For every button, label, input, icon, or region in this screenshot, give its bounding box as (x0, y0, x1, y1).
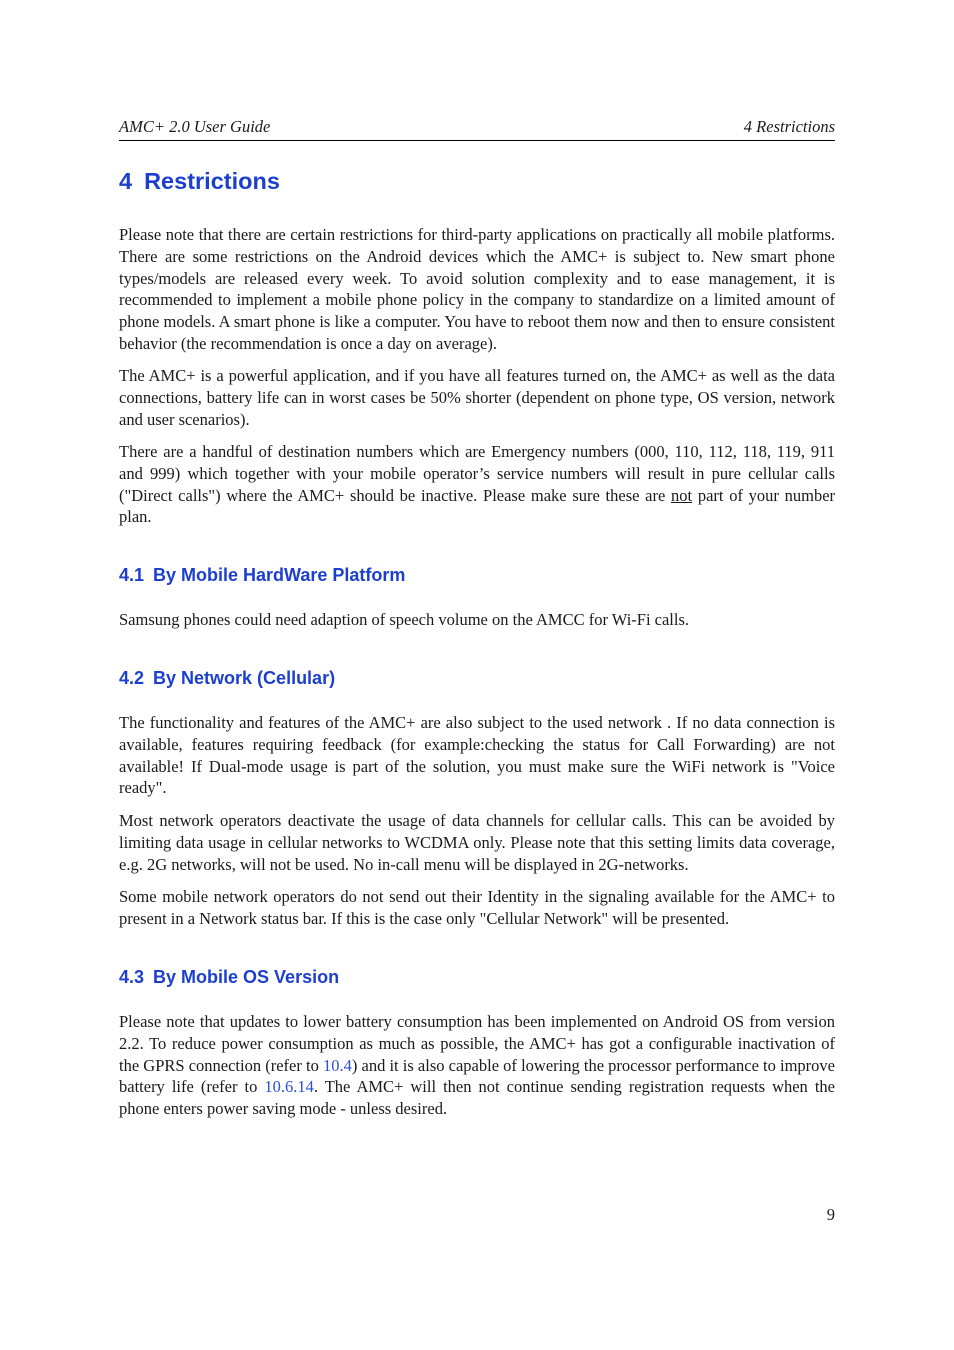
subsection-heading-4-1: 4.1 By Mobile HardWare Platform (119, 565, 406, 585)
section-heading (119, 166, 280, 196)
paragraph-operator-identity: Some mobile network operators do not send out their Identity in the signaling available for the AMC+ to present in a Network status bar. If this is the case only "Cellular Network" will be presented. (119, 887, 835, 928)
section-number: 4 (119, 168, 133, 194)
paragraph-data-channels: Most network operators deactivate the usage of data channels for cellular calls. This can be avoided by limiting data usage in cellular networks to WCDMA only. Please note that this setting limits data coverage, e.g. 2G networks, will not be used. No in-call menu will be displayed in 2G-networks. (119, 811, 835, 874)
paragraph-intro: Please note that there are certain restrictions for third-party applications on practically all mobile platforms. There are some restrictions on the Android devices which the AMC+ is subject to. New smart phone types/models are released every week. To avoid solution complexity and to ease management, it is recommended to implement a mobile phone policy in the company to standardize on a limited amount of phone models. A smart phone is like a computer. You have to reboot them now and then to ensure consistent behavior (the recommendation is once a day on average). (119, 225, 835, 353)
subsection-heading-4-3: 4.3 By Mobile OS Version (119, 967, 340, 987)
paragraph-battery: The AMC+ is a powerful application, and if you have all features turned on, the AMC+ as well as the data connections, battery life can in worst cases be 50% shorter (dependent on phone type, OS version, network and user scenarios). (119, 366, 835, 429)
section-title: Restrictions (144, 168, 280, 194)
paragraph-samsung: Samsung phones could need adaption of speech volume on the AMCC for Wi-Fi calls. (119, 610, 690, 629)
header-section-ref: 4 Restrictions (743, 117, 835, 136)
paragraph-os-version: Please note that updates to lower battery consumption has been implemented on Android OS from version 2.2. To reduce power consumption as much as possible, the AMC+ has got a configurable inactivation of the GPRS connection (refer to 10.4) and it is also capable of lowering the processor performance to improve battery life (refer to 10.6.14. The AMC+ will then not continue sending registration requests when the phone enters power saving mode - unless desired. (119, 1012, 835, 1119)
running-header (119, 116, 835, 141)
document-page (119, 0, 835, 1350)
underlined-word: not (671, 485, 693, 505)
paragraph-emergency: There are a handful of destination numbers which are Emergency numbers (000, 110, 112, 118, 119, 911 and 999) which together with your mobile operator’s service numbers will result in pure cellular calls ("Direct calls") where the AMC+ should be inactive. Please make sure these are not part of your number plan. (119, 442, 836, 527)
page-number: 9 (826, 1205, 835, 1224)
cross-ref-link-10-6-14[interactable]: 10.6.14 (264, 1077, 314, 1097)
subsection-heading-4-2: 4.2 By Network (Cellular) (119, 668, 336, 688)
header-doc-title: AMC+ 2.0 User Guide (119, 117, 271, 136)
cross-ref-link-10-4[interactable]: 10.4 (323, 1055, 352, 1075)
paragraph-network-features: The functionality and features of the AMC+ are also subject to the used network . If no data connection is available, features requiring feedback (for example:checking the status for Call Forwarding) are not available! If Dual-mode usage is part of the solution, you must make sure the WiFi network is "Voice ready". (119, 713, 835, 798)
